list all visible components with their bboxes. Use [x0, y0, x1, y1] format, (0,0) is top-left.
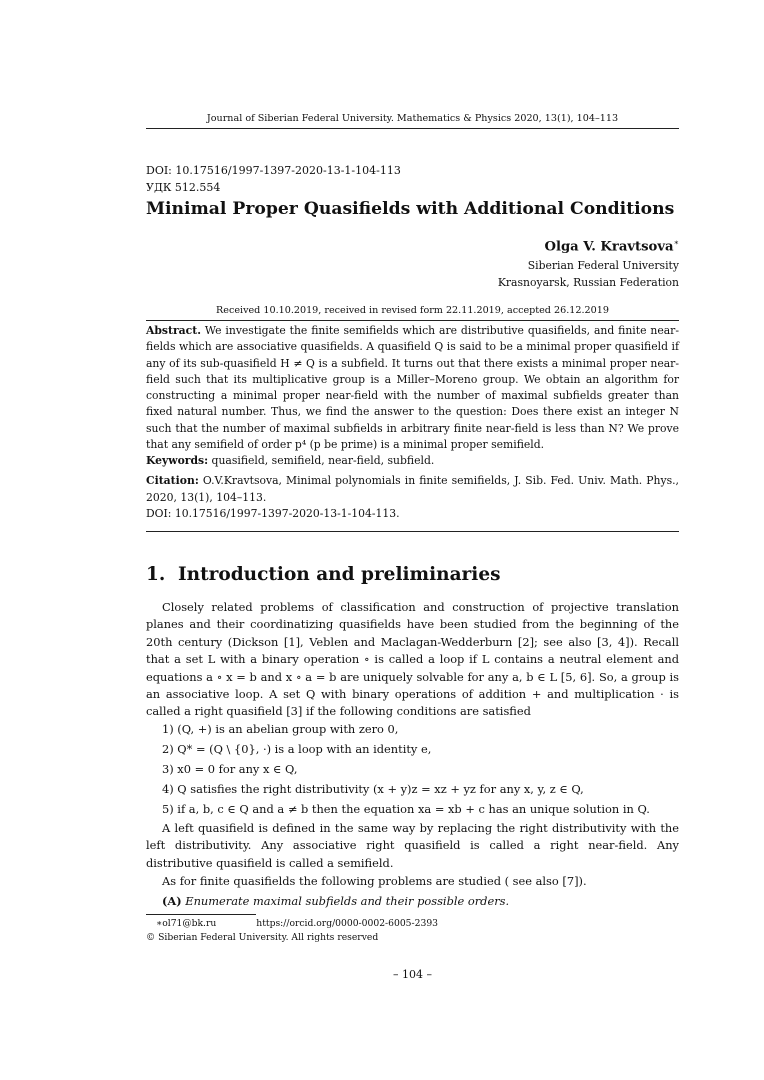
condition-item: 5) if a, b, c ∈ Q and a ≠ b then the equation xa = xb + c has an unique solution in Q.	[162, 802, 650, 816]
problem-a-text: Enumerate maximal subfields and their possible orders.	[185, 894, 510, 908]
received-dates: Received 10.10.2019, received in revised form 22.11.2019, accepted 26.12.2019	[146, 305, 679, 321]
intro-paragraph: Closely related problems of classification and construction of projective translation planes and their coordinatizing quasifields have been studied from the beginning of the 20th century (Dickson [1], Veblen and Maclagan-Wedderburn [2]; see also [3, 4]). Recall that a set L with a binary operation ∘ is called a loop if L contains a neutral element and equations a ∘ x = b and x ∘ a = b are uniquely solvable for any a, b ∈ L [5, 6]. So, a group is an associative loop. A set Q with binary operations of addition + and multiplication · is called a right quasifield [3] if the following conditions are satisfied	[146, 600, 679, 719]
abstract	[146, 323, 679, 453]
condition-item: 4) Q satisfies the right distributivity (x + y)z = xz + yz for any x, y, z ∈ Q,	[162, 782, 584, 796]
doi-line[interactable]: DOI: 10.17516/1997-1397-2020-13-1-104-113	[146, 164, 401, 177]
author-name: Olga V. Kravtsova∗	[544, 238, 679, 255]
definition-paragraph: A left quasifield is defined in the same way by replacing the right distributivity with the left distributivity. Any associative right quasifield is called a right near-field. Any distributive quasifield is called a semifield.	[146, 821, 679, 870]
author-email[interactable]: ∗ol71@bk.ru	[156, 918, 217, 929]
abstract-text: We investigate the finite semifields which are distributive quasifields, and finite near-fields which are associative quasifields. A quasifield Q is said to be a minimal proper quasifield if any of its sub-quasifield H ≠ Q is a subfield. It turns out that there exists a minimal proper near-field such that its multiplicative group is a Miller–Moreno group. We obtain an algorithm for constructing a minimal proper near-field with the number of maximal subfields greater than fixed natural number. Thus, we find the answer to the question: Does there exist an integer N such that the number of maximal subfields in arbitrary finite near-field is less than N? We prove that any semifield of order p⁴ (p be prime) is a minimal proper semifield.	[146, 324, 679, 452]
citation-text: O.V.Kravtsova, Minimal polynomials in finite semifields, J. Sib. Fed. Univ. Math. Phys., 2020, 13(1), 104–113.	[146, 474, 679, 504]
citation-doi[interactable]: DOI: 10.17516/1997-1397-2020-13-1-104-113.	[146, 507, 400, 520]
orcid-link[interactable]: https://orcid.org/0000-0002-6005-2393	[256, 918, 439, 929]
page-number: – 104 –	[393, 968, 432, 981]
paper-title: Minimal Proper Quasifields with Additional Conditions	[146, 199, 675, 219]
copyright: © Siberian Federal University. All rights reserved	[146, 932, 379, 943]
footnote-contact	[156, 918, 438, 929]
citation-label: Citation:	[146, 474, 199, 487]
author-affiliation: Siberian Federal University	[527, 259, 679, 273]
udk-line: УДК 512.554	[146, 181, 221, 194]
footnote-rule	[146, 914, 256, 915]
condition-item: 3) x0 = 0 for any x ∈ Q,	[162, 762, 298, 776]
section-title: Introduction and preliminaries	[178, 564, 501, 585]
keywords-text: quasifield, semifield, near-field, subfield.	[211, 454, 435, 467]
section-number: 1.	[146, 564, 166, 585]
author-block	[498, 233, 679, 291]
problems-intro: As for finite quasifields the following problems are studied ( see also [7]).	[162, 874, 587, 888]
keywords-label: Keywords:	[146, 454, 209, 467]
problem-a-label: (A)	[162, 894, 182, 908]
journal-header: Journal of Siberian Federal University. Mathematics & Physics 2020, 13(1), 104–113	[146, 113, 679, 129]
abstract-label: Abstract.	[146, 324, 201, 337]
section-heading	[146, 564, 501, 585]
citation	[146, 473, 679, 523]
keywords	[146, 453, 679, 469]
condition-item: 1) (Q, +) is an abelian group with zero 0,	[162, 722, 399, 736]
author-footnote-mark: ∗	[673, 238, 679, 247]
problem-a	[162, 893, 509, 910]
divider	[146, 531, 679, 532]
conditions-list	[162, 719, 679, 819]
author-location: Krasnoyarsk, Russian Federation	[497, 276, 679, 290]
condition-item: 2) Q* = (Q \ {0}, ·) is a loop with an identity e,	[162, 742, 432, 756]
